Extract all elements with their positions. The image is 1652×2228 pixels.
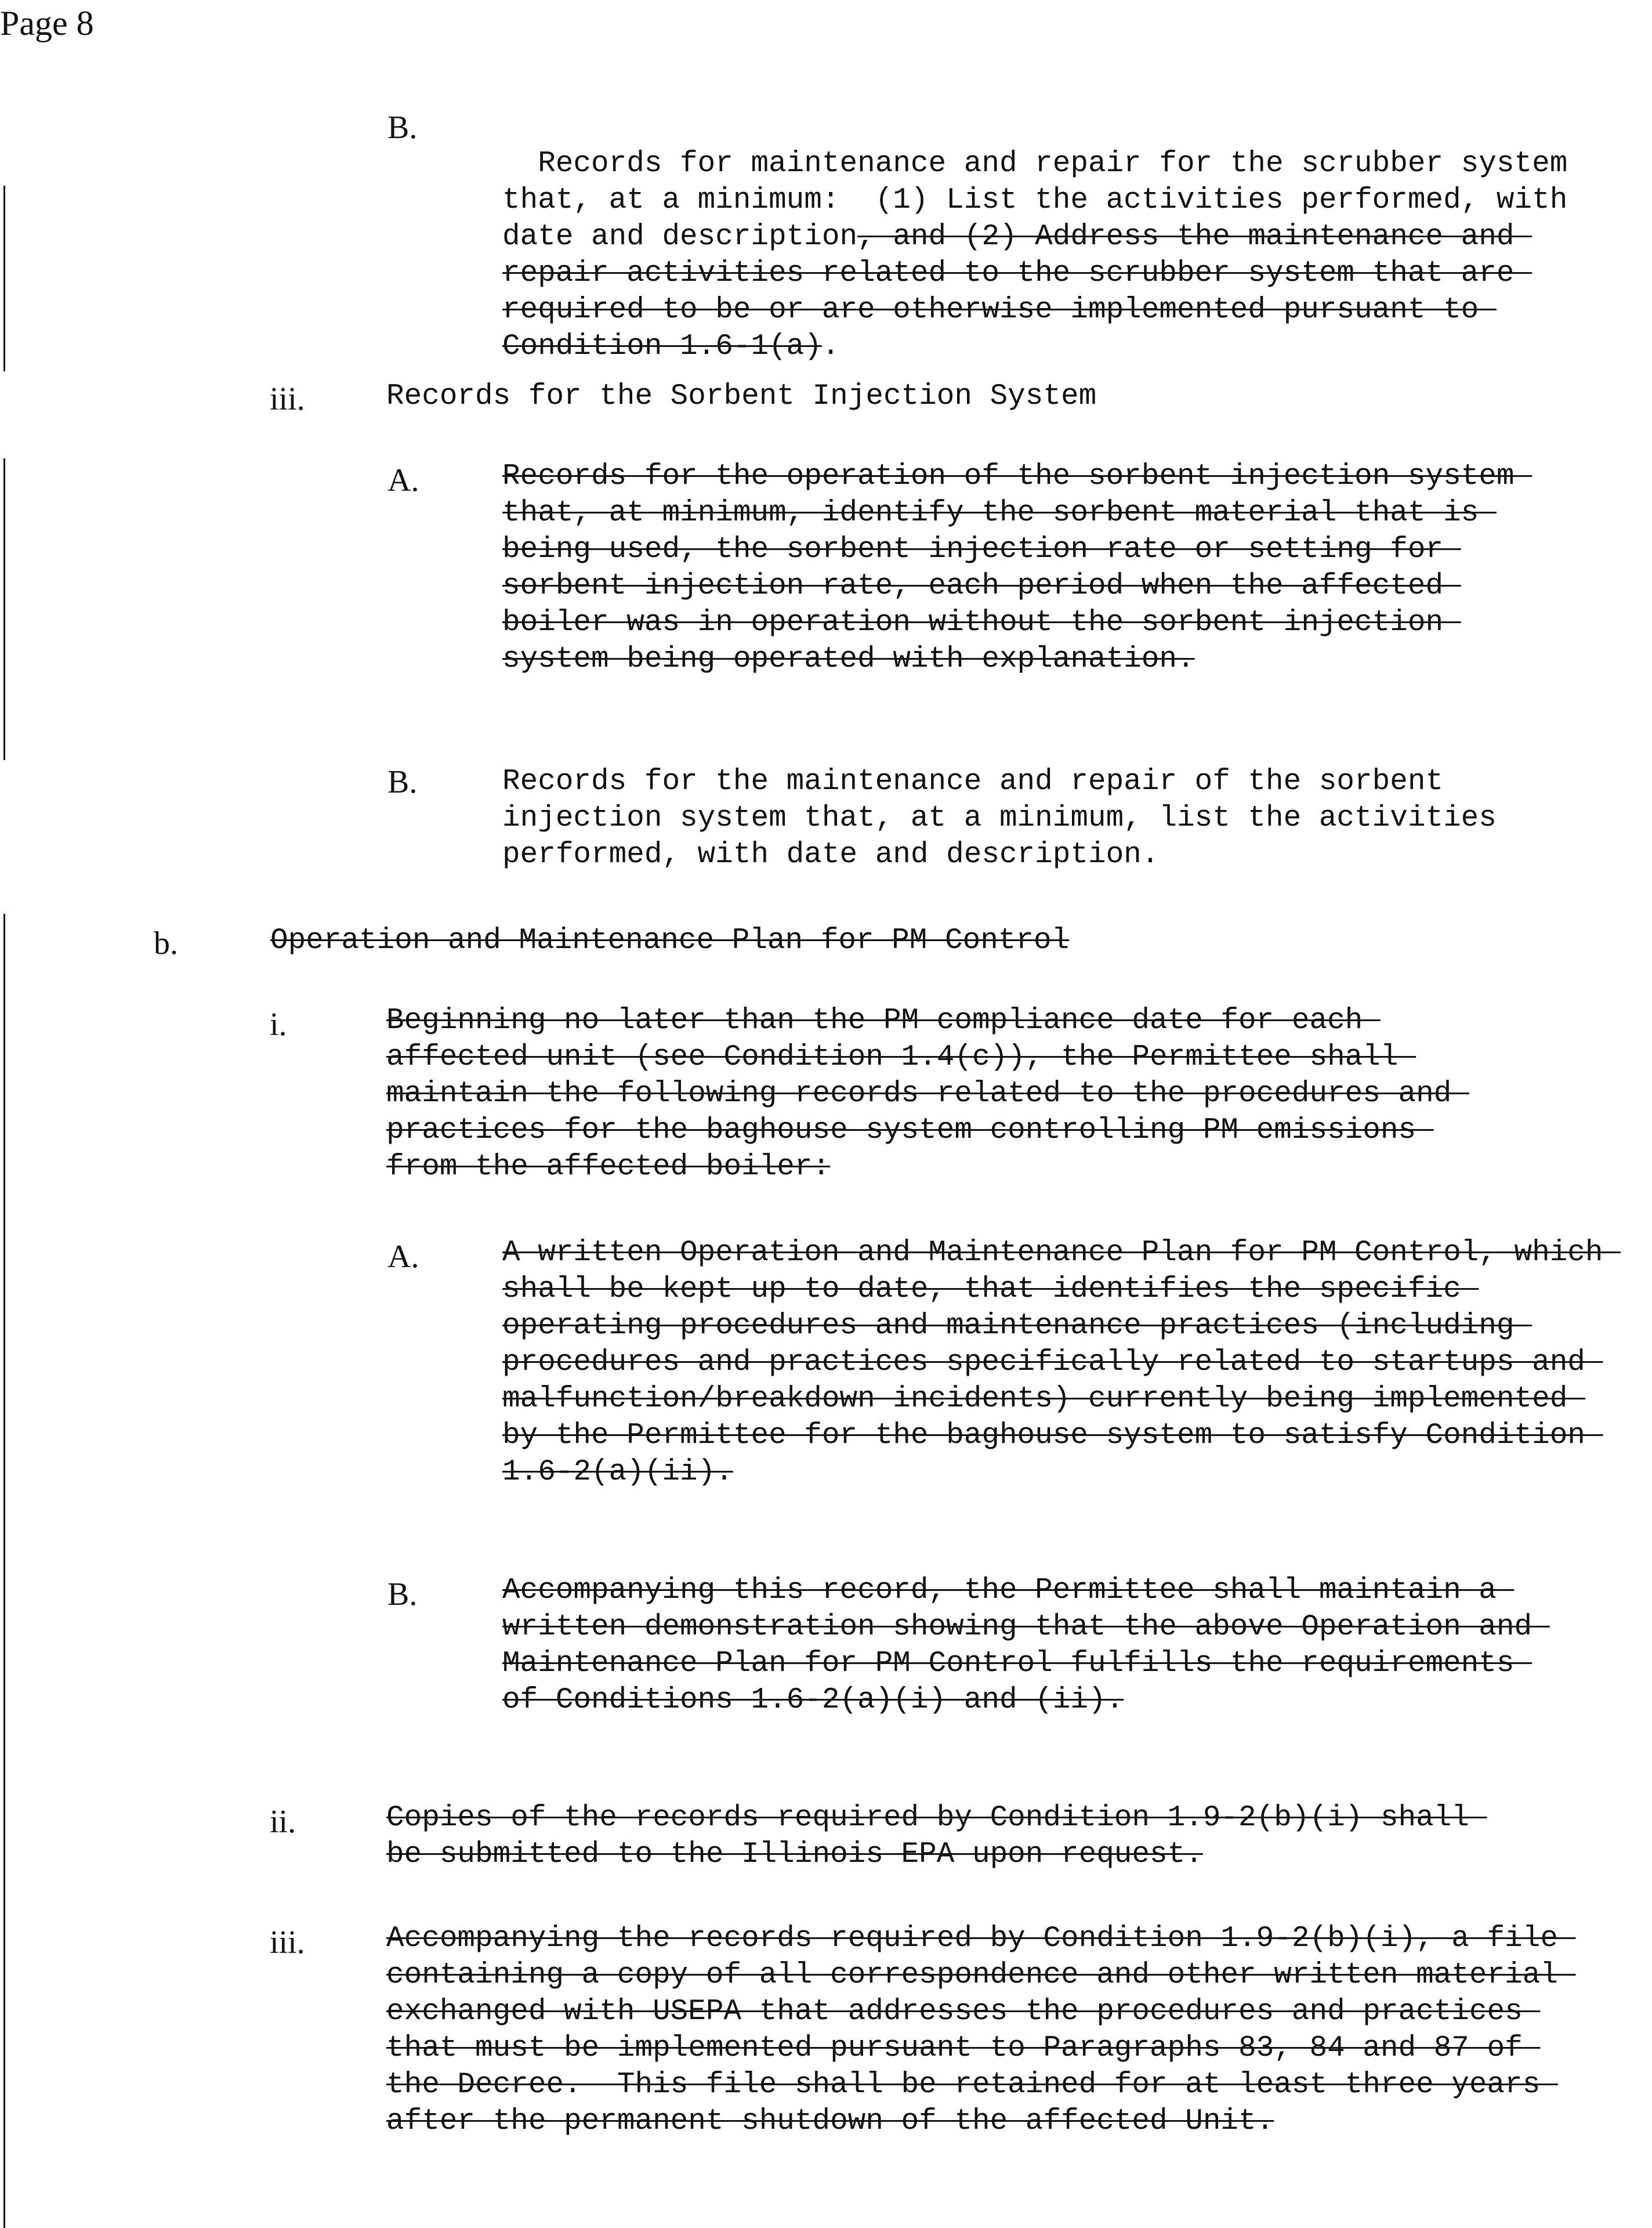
item-marker: b. [154,925,178,961]
change-bar [3,186,5,371]
paragraph-pm-records-requirement: Beginning no later than the PM compliance date for each affected unit (see Condition 1.4(c)), the Permittee shall maintain the following records related to the procedures and practices for the baghouse system controlling PM emissions from the affected boiler: [386,1004,1469,1184]
item-marker: A. [387,462,419,498]
item-marker: i. [270,1007,287,1043]
change-bar [3,458,5,760]
paragraph-copies-submitted: Copies of the records required by Condition 1.9-2(b)(i) shall be submitted to the Illinois EPA upon request. [386,1802,1487,1871]
paragraph-usepa-correspondence-file: Accompanying the records required by Condition 1.9-2(b)(i), a file containing a copy of all correspondence and other written material exchanged with USEPA that addresses the procedures and practices that must be implemented pursuant to Paragraphs 83, 84 and 87 of the Decree. This file shall be retained for at least three years after the permanent shutdown of the affected Unit. [386,1922,1576,2138]
heading-pm-control-plan: Operation and Maintenance Plan for PM Control [270,924,1070,957]
heading-sorbent-injection-records: Records for the Sorbent Injection System [386,380,1097,413]
kept-text: Records for maintenance and repair for the scrubber system that, at a minimum: (1) List the activities performed, with date and description [502,147,1585,254]
paragraph-sorbent-maintenance-records: Records for the maintenance and repair of the sorbent injection system that, at a minimum, list the activities performed, with date and description. [502,765,1515,871]
struck-text: , and (2) Address the maintenance and repair activities related to the scrubber system that are required to be or are otherwise implemented pursuant to Condition 1.6-1(a) [502,220,1533,363]
paragraph-sorbent-operation-records: Records for the operation of the sorbent injection system that, at minimum, identify the sorbent material that is being used, the sorbent injection rate or setting for sorbent injection rate, each period when the affected boiler was in operation without the sorbent injection system being operated with explanation. [502,460,1533,676]
item-marker: B. [387,110,418,146]
page-number: Page 8 [0,4,94,42]
item-marker: B. [387,1576,418,1612]
change-bar [3,914,5,2228]
item-marker: iii. [270,1925,305,1961]
paragraph-scrubber-maintenance-records [502,109,1585,365]
paragraph-written-demonstration: Accompanying this record, the Permittee shall maintain a written demonstration showing that the above Operation and Maintenance Plan for PM Control fulfills the requirements of Conditions 1.6-2(a)(i) and (ii). [502,1574,1550,1717]
kept-text-end: . [821,330,840,363]
item-marker: iii. [270,381,305,417]
item-marker: A. [387,1239,419,1275]
item-marker: ii. [270,1804,296,1840]
item-marker: B. [387,764,418,800]
paragraph-written-om-plan: A written Operation and Maintenance Plan for PM Control, which shall be kept up to date, that identifies the specific operating procedures and maintenance practices (including procedures and practices specifically related to startups and malfunction/breakdown incidents) currently being implemented by the Permittee for the baghouse system to satisfy Condition 1.6-2(a)(ii). [502,1236,1621,1489]
